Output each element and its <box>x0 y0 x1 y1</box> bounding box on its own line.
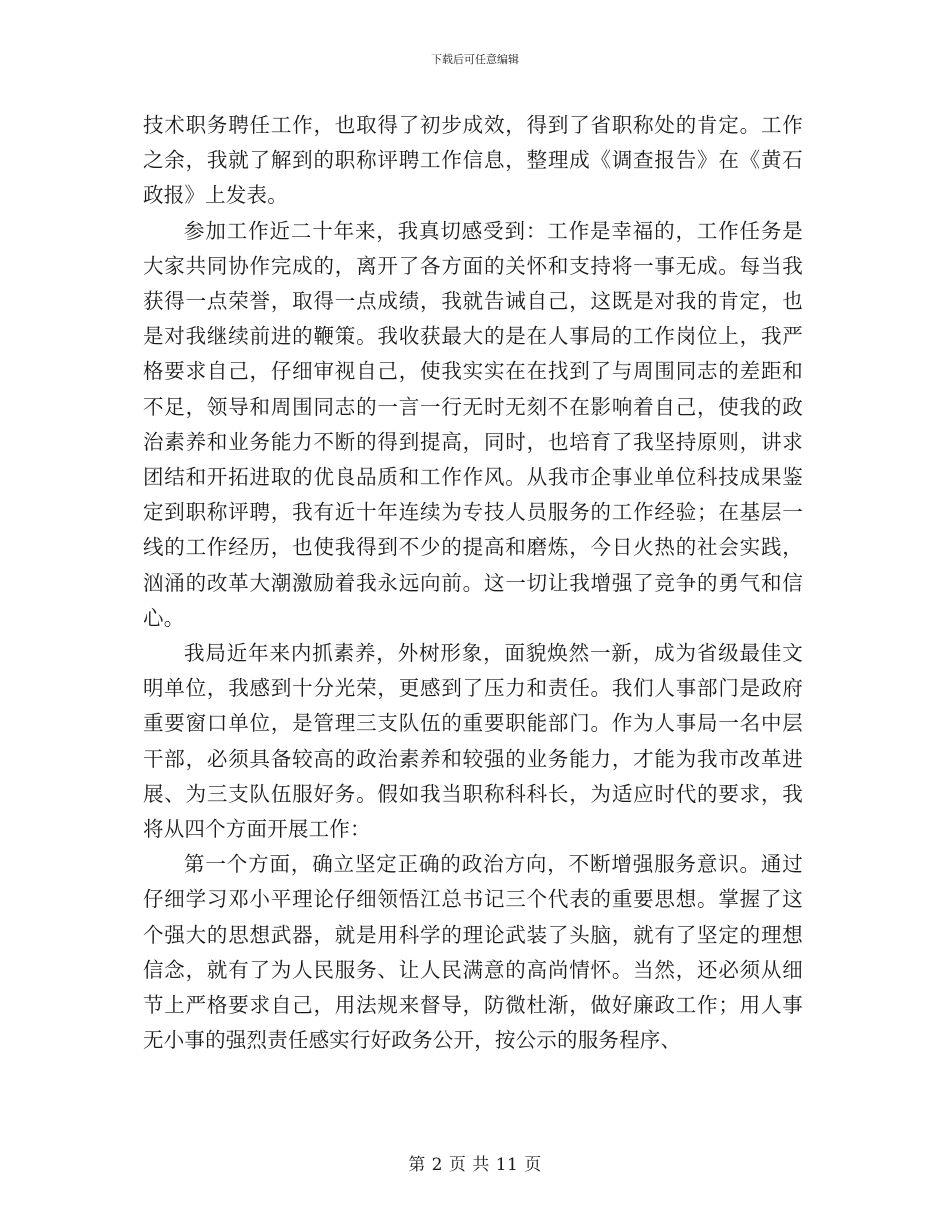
page-number: 第 2 页 共 11 页 <box>408 1155 542 1175</box>
paragraph: 第一个方面，确立坚定正确的政治方向，不断增强服务意识。通过仔细学习邓小平理论仔细领悟江总书记三个代表的重要思想。掌握了这个强大的思想武器，就是用科学的理论武装了头脑，就有了坚定的理想信念，就有了为人民服务、让人民满意的高尚情怀。当然，还必须从细节上严格要求自己，用法规来督导，防微杜渐，做好廉政工作；用人事无小事的强烈责任感实行好政务公开，按公示的服务程序、 <box>143 852 803 1053</box>
document-body <box>143 108 803 1058</box>
paragraph: 我局近年来内抓素养，外树形象，面貌焕然一新，成为省级最佳文明单位，我感到十分光荣，更感到了压力和责任。我们人事部门是政府重要窗口单位，是管理三支队伍的重要职能部门。作为人事局一名中层干部，必须具备较高的政治素养和较强的业务能力，才能为我市改革进展、为三支队伍服好务。假如我当职称科科长，为适应时代的要求，我将从四个方面开展工作： <box>143 641 803 842</box>
page-header: 下载后可任意编辑 <box>431 53 519 66</box>
paragraph: 参加工作近二十年来，我真切感受到：工作是幸福的，工作任务是大家共同协作完成的，离开了各方面的关怀和支持将一事无成。每当我获得一点荣誉，取得一点成绩，我就告诫自己，这既是对我的肯定，也是对我继续前进的鞭策。我收获最大的是在人事局的工作岗位上，我严格要求自己，仔细审视自己，使我实实在在找到了与周围同志的差距和不足，领导和周围同志的一言一行无时无刻不在影响着自己，使我的政治素养和业务能力不断的得到提高，同时，也培育了我坚持原则，讲求团结和开拓进取的优良品质和工作作风。从我市企事业单位科技成果鉴定到职称评聘，我有近十年连续为专技人员服务的工作经验；在基层一线的工作经历，也使我得到不少的提高和磨炼，今日火热的社会实践，汹涌的改革大潮激励着我永远向前。这一切让我增强了竞争的勇气和信心。 <box>143 218 803 630</box>
paragraph-continued: 技术职务聘任工作，也取得了初步成效，得到了省职称处的肯定。工作之余，我就了解到的职称评聘工作信息，整理成《调查报告》在《黄石政报》上发表。 <box>143 113 803 208</box>
